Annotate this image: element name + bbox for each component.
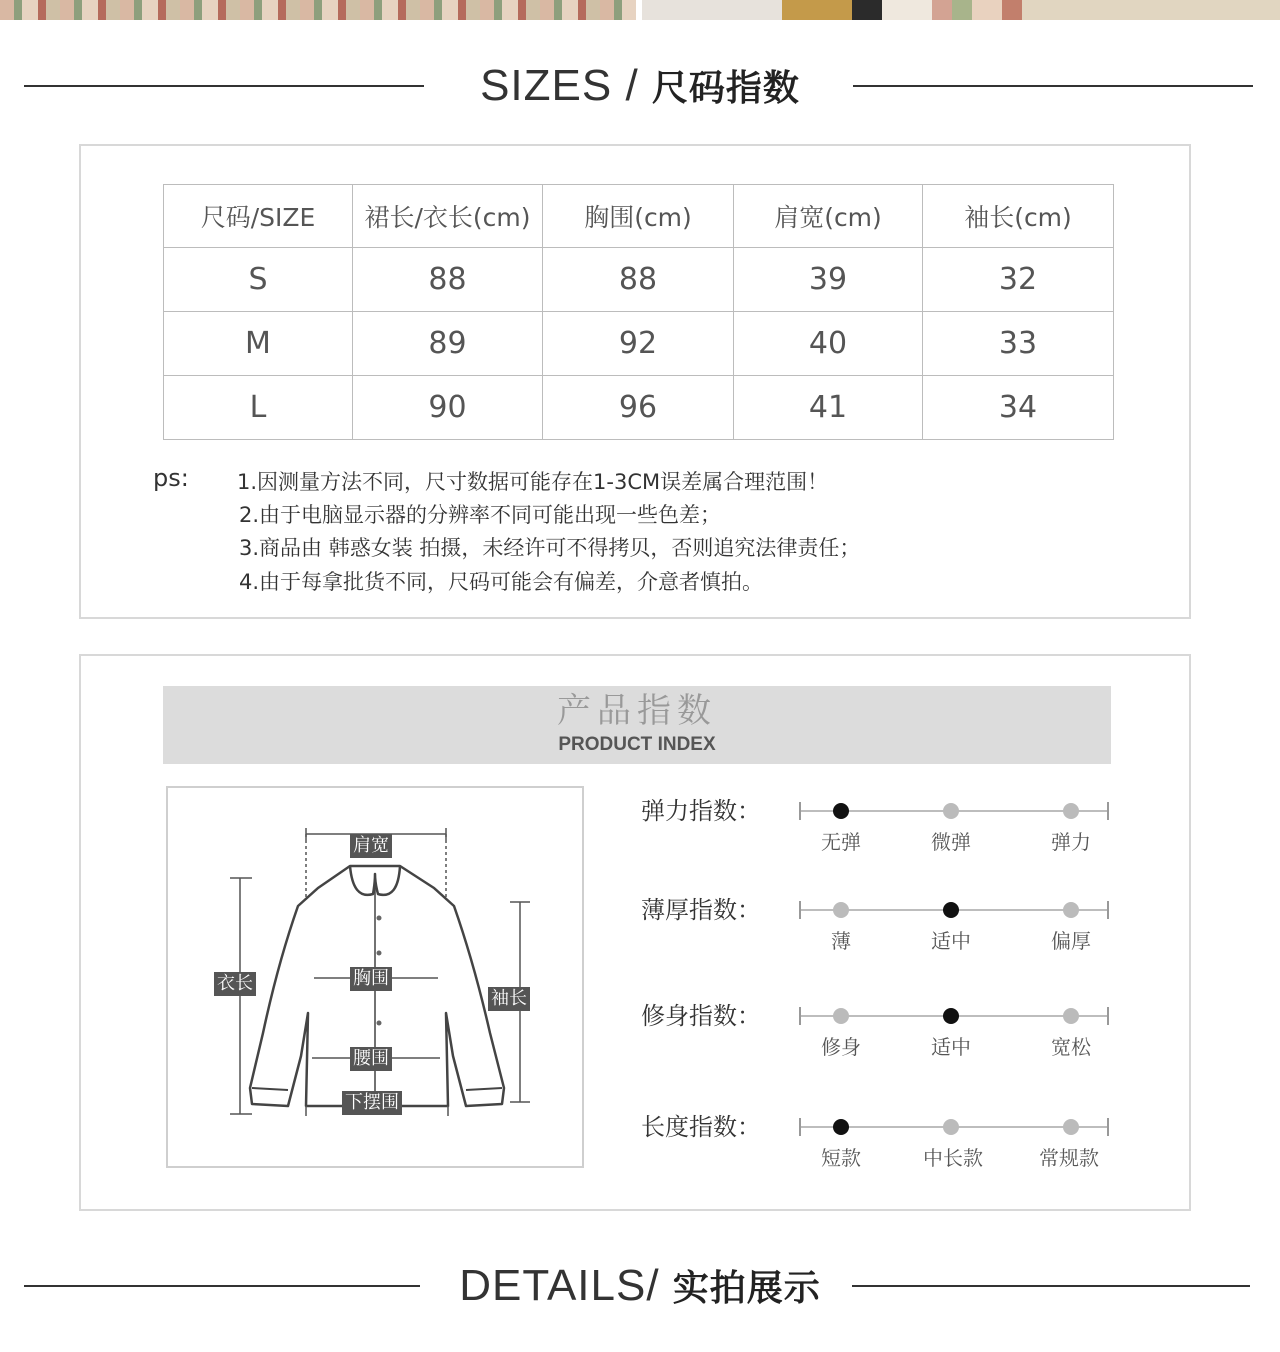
product-index-banner [163, 686, 1111, 764]
index-dot [943, 1119, 959, 1135]
index-option: 微弹 [931, 830, 971, 854]
note-line: 3.商品由 韩惑女装 拍摄，未经许可不得拷贝，否则追究法律责任； [239, 536, 861, 560]
index-dot [833, 803, 849, 819]
track-cap [1107, 901, 1109, 919]
index-row-label: 薄厚指数： [641, 896, 761, 924]
index-option: 偏厚 [1051, 929, 1091, 953]
track-cap [799, 1118, 801, 1136]
product-index-title-en: PRODUCT INDEX [558, 734, 716, 755]
length-tag: 衣长 [214, 972, 256, 996]
length-index-row [641, 1110, 1121, 1180]
details-heading [0, 1256, 1280, 1316]
details-heading-sep: / [646, 1261, 673, 1310]
index-row-label: 修身指数： [641, 1002, 761, 1030]
garment-diagram [166, 786, 584, 1168]
table-cell: 90 [353, 376, 543, 440]
product-index-panel [79, 654, 1191, 1211]
index-dot [943, 1008, 959, 1024]
track-cap [1107, 1007, 1109, 1025]
index-dot [943, 803, 959, 819]
table-cell: 96 [543, 376, 734, 440]
index-option: 常规款 [1039, 1146, 1099, 1170]
index-option: 宽松 [1051, 1035, 1091, 1059]
track-cap [1107, 1118, 1109, 1136]
col-header-length: 裙长/衣长(cm) [353, 185, 543, 248]
size-table [163, 184, 1114, 440]
table-cell: 40 [734, 312, 923, 376]
index-dot [1063, 902, 1079, 918]
table-row [164, 248, 1114, 312]
col-header-shoulder: 肩宽(cm) [734, 185, 923, 248]
table-cell: 89 [353, 312, 543, 376]
elasticity-index-row [641, 794, 1121, 864]
index-dot [1063, 803, 1079, 819]
table-cell: S [164, 248, 353, 312]
waist-tag: 腰围 [350, 1047, 392, 1071]
sleeve-tag: 袖长 [488, 987, 530, 1011]
table-row [164, 376, 1114, 440]
note-line: 2.由于电脑显示器的分辨率不同可能出现一些色差； [239, 503, 722, 527]
table-cell: M [164, 312, 353, 376]
details-heading-zh: 实拍展示 [672, 1268, 821, 1309]
index-option: 弹力 [1051, 830, 1091, 854]
size-panel [79, 144, 1191, 619]
col-header-size: 尺码/SIZE [164, 185, 353, 248]
sizes-heading-zh: 尺码指数 [651, 68, 800, 109]
size-table-header-row [164, 185, 1114, 248]
index-option: 中长款 [923, 1146, 983, 1170]
sizes-heading-text [0, 56, 1280, 119]
track-cap [799, 802, 801, 820]
product-photo-right [642, 0, 1280, 20]
index-option: 无弹 [821, 830, 861, 854]
index-option: 适中 [931, 1035, 971, 1059]
product-index-title-zh: 产品指数 [557, 691, 717, 731]
table-cell: L [164, 376, 353, 440]
index-dot [833, 902, 849, 918]
thickness-index-row [641, 893, 1121, 963]
index-row-label: 长度指数： [641, 1113, 761, 1141]
index-option: 适中 [931, 929, 971, 953]
table-cell: 33 [923, 312, 1114, 376]
details-heading-en: DETAILS [459, 1261, 647, 1310]
shoulder-tag: 肩宽 [350, 834, 392, 858]
note-line: 4.由于每拿批货不同，尺码可能会有偏差，介意者慎拍。 [239, 570, 764, 594]
index-dot [1063, 1008, 1079, 1024]
track-cap [799, 901, 801, 919]
table-cell: 41 [734, 376, 923, 440]
notes-label: ps: [153, 464, 189, 492]
details-heading-text [0, 1256, 1280, 1319]
index-option: 短款 [821, 1146, 861, 1170]
sizes-heading-sep: / [612, 61, 652, 110]
fit-index-row [641, 999, 1121, 1069]
index-dot [1063, 1119, 1079, 1135]
track-cap [1107, 802, 1109, 820]
table-cell: 88 [543, 248, 734, 312]
index-dot [943, 902, 959, 918]
note-line: 1.因测量方法不同，尺寸数据可能存在1-3CM误差属合理范围！ [237, 470, 829, 494]
index-dot [833, 1119, 849, 1135]
table-row [164, 312, 1114, 376]
sizes-heading [0, 56, 1280, 116]
track-cap [799, 1007, 801, 1025]
product-photo-left [0, 0, 636, 20]
table-cell: 88 [353, 248, 543, 312]
chest-tag: 胸围 [350, 967, 392, 991]
index-dot [833, 1008, 849, 1024]
index-option: 薄 [831, 929, 851, 953]
table-cell: 34 [923, 376, 1114, 440]
table-cell: 32 [923, 248, 1114, 312]
col-header-sleeve: 袖长(cm) [923, 185, 1114, 248]
sizes-heading-en: SIZES [480, 61, 613, 110]
index-row-label: 弹力指数： [641, 797, 761, 825]
table-cell: 92 [543, 312, 734, 376]
hem-tag: 下摆围 [342, 1091, 402, 1115]
table-cell: 39 [734, 248, 923, 312]
col-header-chest: 胸围(cm) [543, 185, 734, 248]
index-option: 修身 [821, 1035, 861, 1059]
